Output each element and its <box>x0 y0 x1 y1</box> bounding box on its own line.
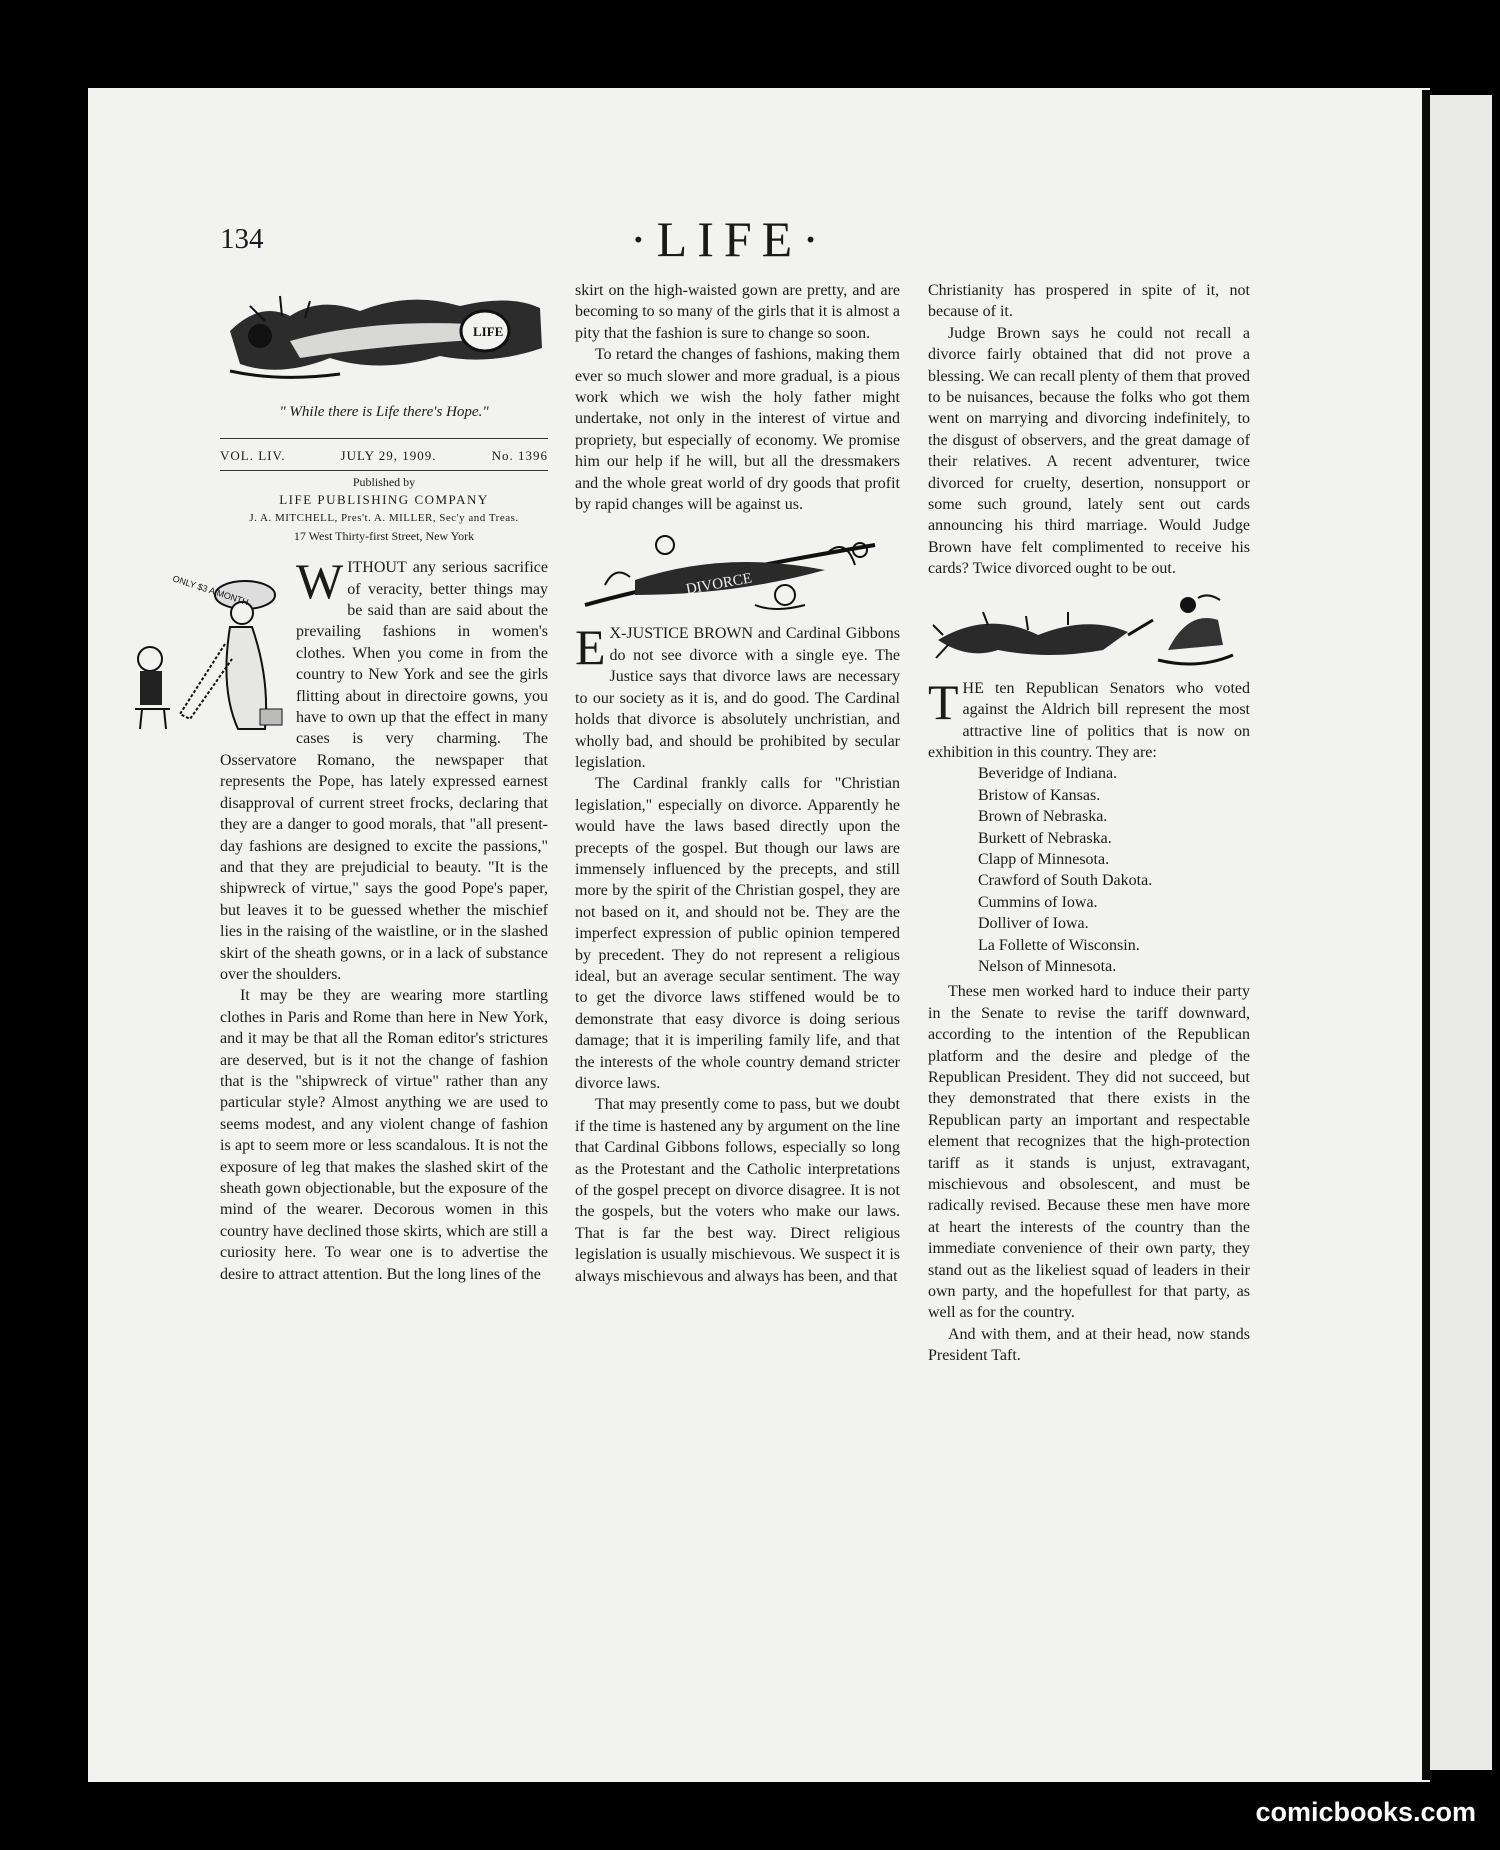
drop-cap-w: W <box>296 553 344 610</box>
published-by-label: Published by <box>352 475 416 490</box>
article-senators-p1: HE ten Republican Senators who voted against the Aldrich bill represent the most attractive line of politics that is now on exhibition in this country. They are: <box>928 679 1250 761</box>
fashion-cartoon-illustration <box>130 569 290 749</box>
masthead-title: ·LIFE· <box>630 211 829 267</box>
senator-item: Bristow of Kansas. <box>978 786 1101 804</box>
issue-number: No. 1396 <box>491 447 548 463</box>
article-fashions-p4: To retard the changes of fashions, making them ever so much slower and more gradual, is a pious work which we wish the holy father might undertake, not only in the interest of virtue and propriety, but especially of economy. We promise him our help if he will, but all the dressmakers and the whole great world of dry goods that profit by rapid changes will be against us. <box>575 346 900 514</box>
adjacent-page-edge <box>1430 95 1492 1770</box>
senator-item: Nelson of Minnesota. <box>978 957 1117 975</box>
column-2 <box>575 280 900 1287</box>
drop-cap-t: T <box>928 673 959 730</box>
watermark-text: comicbooks.com <box>1255 1797 1476 1827</box>
publisher-block <box>220 473 548 545</box>
article-divorce-p2: The Cardinal frankly calls for "Christian legislation," especially on divorce. Apparently he would have the laws based directly upon the precepts of the gospel. But though our laws are immensely influenced by the precepts, and still more by the spirit of the Christian gospel, they are not based on it, and should not be. They are the imperfect expression of public opinion tempered by precedent. They do not represent a religious ideal, but an average secular sentiment. The way to get the divorce laws stiffened would be to demonstrate that easy divorce is doing serious damage; that it is imperiling family life, and that the interests of the whole country demand stricter divorce laws. <box>575 775 900 1092</box>
article-divorce-p4: Christianity has prospered in spite of it, not because of it. <box>928 282 1250 321</box>
issue-date: JULY 29, 1909. <box>340 447 437 463</box>
senators-list <box>978 763 1250 977</box>
article-senators-p2: These men worked hard to induce their party in the Senate to revise the tariff downward, according to the intention of the Republican platform and the desire and pledge of the Republican President. They did not succeed, but they demonstrated that there exists in the Republican party an important and respectable element that recognizes that the high-protection tariff as it stands is unjust, extravagant, mischievous and obsolescent, and must be radically revised. Because these men have more at heart the interests of the country than the immediate convenience of their own party, they stand out as the likeliest squad of leaders in their own party, and the hopefullest for that party, as well as for the country. <box>928 983 1250 1322</box>
svg-text:LIFE: LIFE <box>473 324 504 339</box>
divorce-label: DIVORCE <box>684 570 754 599</box>
life-logo-illustration <box>220 286 548 384</box>
senator-item: Brown of Nebraska. <box>978 808 1108 826</box>
column-1 <box>171 280 548 1285</box>
drop-cap-e: E <box>575 619 606 676</box>
publisher-name: LIFE PUBLISHING COMPANY <box>279 492 489 508</box>
dragon-horse-illustration <box>928 590 1250 670</box>
volume-number: VOL. LIV. <box>220 447 286 463</box>
publisher-address: 17 West Thirty-first Street, New York <box>293 529 475 544</box>
header-rule-2 <box>220 470 548 471</box>
issue-info-row <box>220 439 548 470</box>
article-senators-p3: And with them, and at their head, now stands President Taft. <box>928 1325 1250 1365</box>
senator-item: Dolliver of Iowa. <box>978 915 1089 933</box>
masthead-motto: " While there is Life there's Hope." <box>279 404 489 421</box>
senator-item: Clapp of Minnesota. <box>978 850 1110 868</box>
article-divorce-p5: Judge Brown says he could not recall a divorce fairly obtained that did not prove a blessing. We can recall plenty of them that proved to be nuisances, because the folks who got them went on marrying and divorcing indefinitely, to the disgust of observers, and the great damage of their relatives. A recent adventurer, twice divorced for cruelty, desertion, nonsupport or some such ground, lately sent out cards announcing his third marriage. Would Judge Brown have felt complimented to receive his cards? Twice divorced ought to be out. <box>928 324 1250 578</box>
senator-item: Burkett of Nebraska. <box>978 829 1112 847</box>
senator-item: Cummins of Iowa. <box>978 893 1098 911</box>
page-number: 134 <box>220 223 264 255</box>
senator-item: La Follette of Wisconsin. <box>978 936 1140 954</box>
article-fashions-p2: It may be they are wearing more startling clothes in Paris and Rome than here in New York, and it may be that all the Roman editor's strictures are deserved, but is it not the change of fashion that is the "shipwreck of virtue" rather than any particular style? Almost anything we are used to seems modest, and any violent change of fashion is apt to seem more or less scandalous. It is not the exposure of leg that makes the slashed skirt of the sheath gown objectionable, but the exposure of the mind of the wearer. Decorous women in this country have declined those skirts, which are still a curiosity here. To wear one is to advertise the desire to attract attention. But the long lines of the <box>220 987 548 1283</box>
cartoon-caption: ONLY $3 A MONTH <box>171 573 250 608</box>
senator-item: Crawford of South Dakota. <box>978 872 1153 890</box>
article-fashions-p1: ITHOUT any serious sacrifice of veracity, better things may be said than are said about the prevailing fashions in women's clothes. When you come in from the country to New York and see the girls flitting about in directoire gowns, you have to own up that the effect in many cases is very charming. The Osservatore Romano, the newspaper that represents the Pope, has lately expressed earnest disapproval of current street frocks, declaring that they are a danger to good morals, that "all present-day fashions are designed to excite the passions," and that they are prejudicial to beauty. "It is the shipwreck of virtue," says the good Pope's paper, but leaves it to be guessed whether the mischief lies in the raising of the waistline, or in the slashed skirt of the sheath gowns, or in a lack of substance over the shoulders. <box>220 559 548 983</box>
article-divorce-p3: That may presently come to pass, but we doubt if the time is hastened any by argument on the line that Cardinal Gibbons follows, especially so long as the Protestant and the Catholic interpretations of the gospel precept on divorce disagree. It is not the gospels, but the voters who make our laws. That is far the best way. Direct religious legislation is usually mischievous. We suspect it is always mischievous and always has been, and that <box>575 1096 900 1285</box>
divorce-branch-illustration <box>575 525 900 615</box>
publisher-officers: J. A. MITCHELL, Pres't. A. MILLER, Sec'y and Treas. <box>249 512 519 525</box>
column-3 <box>928 280 1250 1367</box>
senator-item: Beveridge of Indiana. <box>978 765 1118 783</box>
article-fashions-p3: skirt on the high-waisted gown are pretty, and are becoming to so many of the girls that it is almost a pity that the fashion is sure to change so soon. <box>575 282 900 342</box>
article-divorce-p1: X-JUSTICE BROWN and Cardinal Gibbons do not see divorce with a single eye. The Justice says that divorce laws are necessary to our society as it is, and do good. The Cardinal holds that divorce is absolutely unchristian, and wholly bad, and should be prohibited by secular legislation. <box>575 625 900 771</box>
